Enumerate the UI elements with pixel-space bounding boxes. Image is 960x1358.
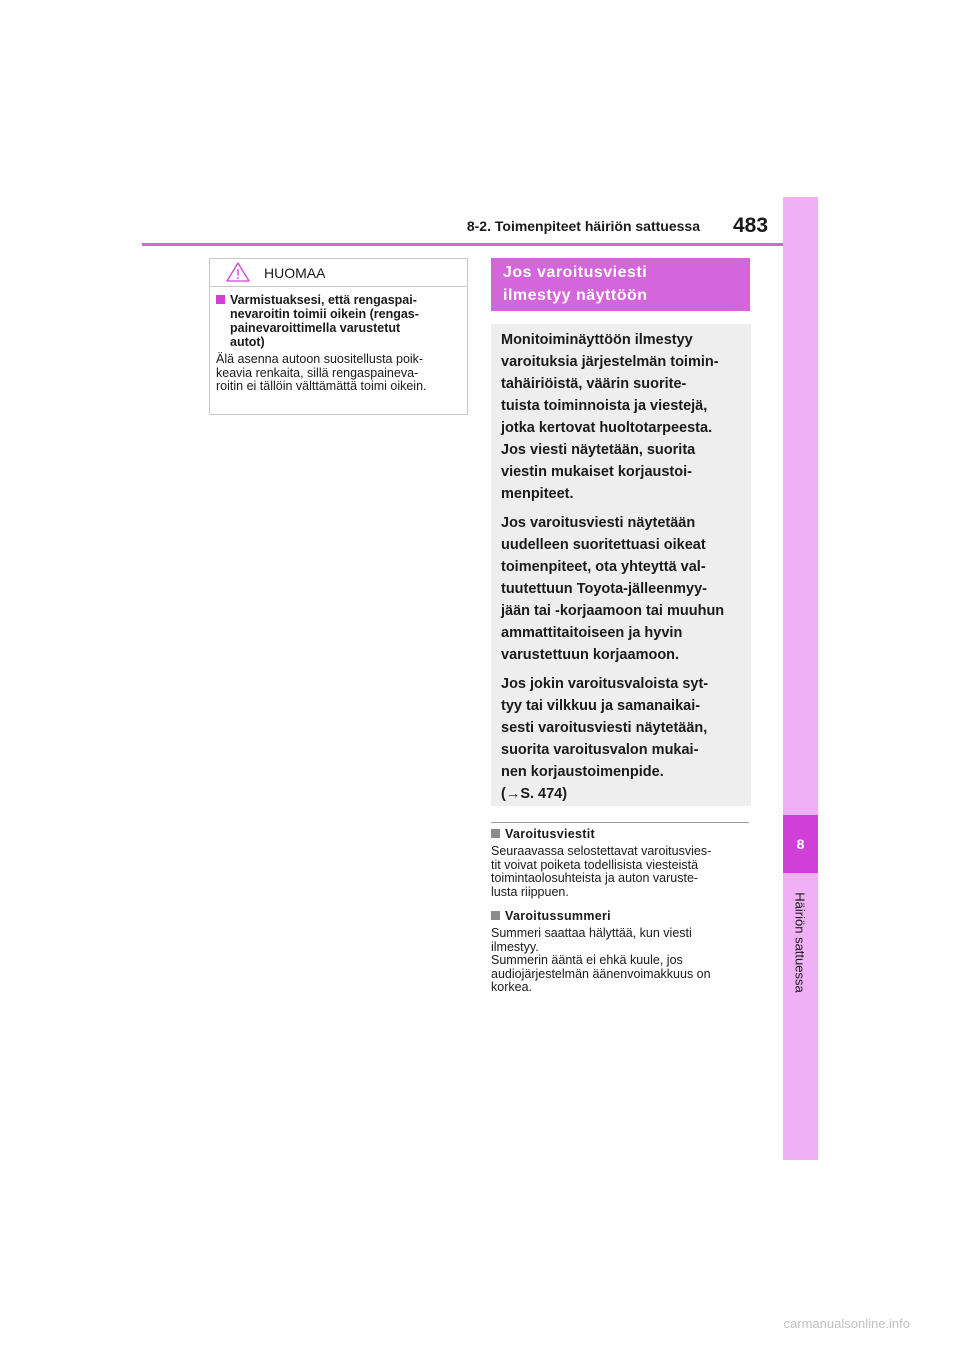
page-number: 483 xyxy=(733,214,769,237)
info-text-2: Summeri saattaa hälyttää, kun viesti ilmestyy. Summerin ääntä ei ehkä kuule, jos audiojärjestelmän äänenvoimakkuus on korkea. xyxy=(491,926,711,994)
notice-title: HUOMAA xyxy=(264,265,326,281)
info-heading-text: Varoitussummeri xyxy=(505,909,611,923)
notice-subheading-text: Varmistuaksesi, että rengaspai- nevaroitin toimii oikein (rengas- painevaroittimella varustetut autot) xyxy=(230,293,419,349)
notice-body xyxy=(210,287,467,394)
info-heading-text: Varoitusviestit xyxy=(505,827,595,841)
square-bullet-icon xyxy=(491,911,500,920)
summary-paragraph-2: Jos varoitusviesti näytetään uudelleen suoritettuasi oikeat toimenpiteet, ota yhteyttä val- tuutettuun Toyota-jälleenmyy- jään tai -korjaamoon tai muuhun ammattitaitoiseen ja hyvin varustettuun korjaamoon. xyxy=(501,515,725,663)
notice-subheading xyxy=(216,293,461,349)
summary-paragraph-3: Jos jokin varoitusvaloista syt- tyy tai vilkkuu ja samanaikai- sesti varoitusviesti näytetään, suorita varoitusvalon mukai- nen korjaustoimenpide. (→S. 474) xyxy=(501,676,709,802)
chapter-label: Häiriön sattuessa xyxy=(793,891,809,993)
notice-header xyxy=(210,259,467,287)
info-divider xyxy=(491,822,749,823)
notice-box xyxy=(209,258,468,415)
watermark-footer: carmanualsonline.info xyxy=(783,1316,910,1331)
square-bullet-icon xyxy=(491,829,500,838)
warning-triangle-icon xyxy=(225,261,251,283)
summary-box xyxy=(491,324,751,806)
summary-paragraph-1: Monitoiminäyttöön ilmestyy varoituksia järjestelmän toimin- tahäiriöistä, väärin suorite- tuista toiminnoista ja viestejä, jotka kertovat huoltotarpeesta. Jos viesti näytetään, suorita viestin mukaiset korjaustoi- menpiteet. xyxy=(501,332,719,502)
info-section xyxy=(491,827,751,1005)
header-divider xyxy=(142,243,783,246)
info-heading-1 xyxy=(491,827,751,841)
chapter-number: 8 xyxy=(783,815,818,873)
section-heading: Jos varoitusviesti ilmestyy näyttöön xyxy=(491,258,750,311)
chapter-side-tab xyxy=(783,197,818,1160)
section-header-title: 8-2. Toimenpiteet häiriön sattuessa xyxy=(466,218,700,234)
notice-text: Älä asenna autoon suositellusta poik- keavia renkaita, sillä rengaspaineva- roitin ei tällöin välttämättä toimi oikein. xyxy=(216,352,427,393)
info-heading-2 xyxy=(491,909,751,923)
info-text-1: Seuraavassa selostettavat varoitusvies- tit voivat poiketa todellisista viesteistä toimintaolosuhteista ja auton varuste- lusta riippuen. xyxy=(491,844,712,899)
square-bullet-icon xyxy=(216,295,225,304)
chapter-label-wrap xyxy=(783,882,818,1002)
